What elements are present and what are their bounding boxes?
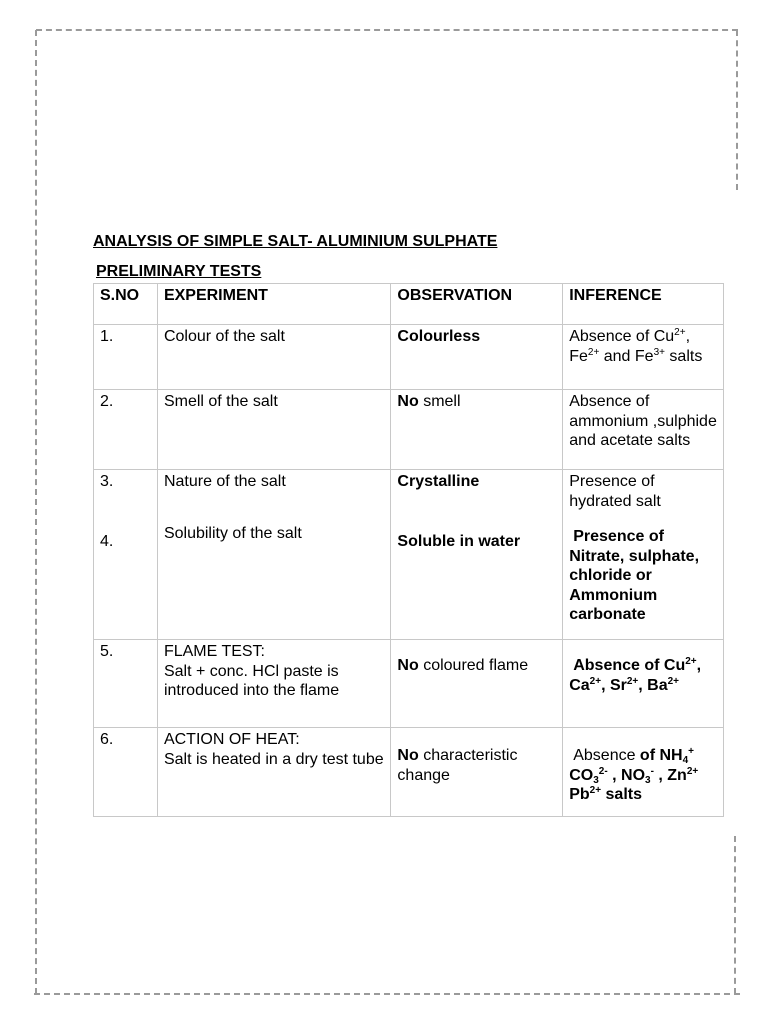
page-border-left — [35, 30, 37, 994]
table-row — [94, 640, 724, 728]
row-inference: Absence of ammonium ,sulphide and acetate salts — [563, 390, 724, 470]
row-inference: Absence of $Cu^{2+}$, $Fe^{2+}$ and $Fe^{3+}$ salts — [563, 325, 724, 390]
table-row — [94, 728, 724, 817]
row-experiment: ACTION OF HEAT: Salt is heated in a dry test tube — [157, 728, 390, 817]
row-experiment: FLAME TEST: Salt + conc. HCl paste is introduced into the flame — [157, 640, 390, 728]
row-sno: 1. — [94, 325, 158, 390]
row-observation: Crystalline Soluble in water — [391, 470, 563, 640]
page-border-bottom — [34, 993, 740, 995]
row-observation: Colourless — [391, 325, 563, 390]
preliminary-tests-table — [93, 283, 724, 817]
document-title: ANALYSIS OF SIMPLE SALT- ALUMINIUM SULPHATE — [93, 233, 498, 250]
row-observation: No coloured flame — [391, 640, 563, 728]
header-sno: S.NO — [94, 284, 158, 325]
row-sno: 2. — [94, 390, 158, 470]
row-experiment: Nature of the salt Solubility of the salt — [157, 470, 390, 640]
header-observation: OBSERVATION — [391, 284, 563, 325]
table-header-row — [94, 284, 724, 325]
header-experiment: EXPERIMENT — [157, 284, 390, 325]
row-experiment: Smell of the salt — [157, 390, 390, 470]
row-inference: Absence of $NH_4^+$ $CO_3^{2-}$ , $NO_3^-$ , $Zn^{2+}$ $Pb^{2+}$ salts — [563, 728, 724, 817]
table-row — [94, 390, 724, 470]
row-sno: 5. — [94, 640, 158, 728]
page-border-top — [36, 29, 738, 31]
header-inference: INFERENCE — [563, 284, 724, 325]
row-sno: 3. 4. — [94, 470, 158, 640]
row-observation: No characteristic change — [391, 728, 563, 817]
row-inference: Presence of hydrated salt Presence of Nitrate, sulphate, chloride or Ammonium carbonate — [563, 470, 724, 640]
row-experiment: Colour of the salt — [157, 325, 390, 390]
table-row — [94, 325, 724, 390]
row-sno: 6. — [94, 728, 158, 817]
section-title: PRELIMINARY TESTS — [96, 263, 262, 280]
row-observation: No smell — [391, 390, 563, 470]
page-border-right-bottom — [734, 836, 736, 994]
table-row — [94, 470, 724, 640]
page-border-right-top — [736, 30, 738, 190]
row-inference: Absence of $Cu^{2+}$, $Ca^{2+}$, $Sr^{2+}$, $Ba^{2+}$ — [563, 640, 724, 728]
